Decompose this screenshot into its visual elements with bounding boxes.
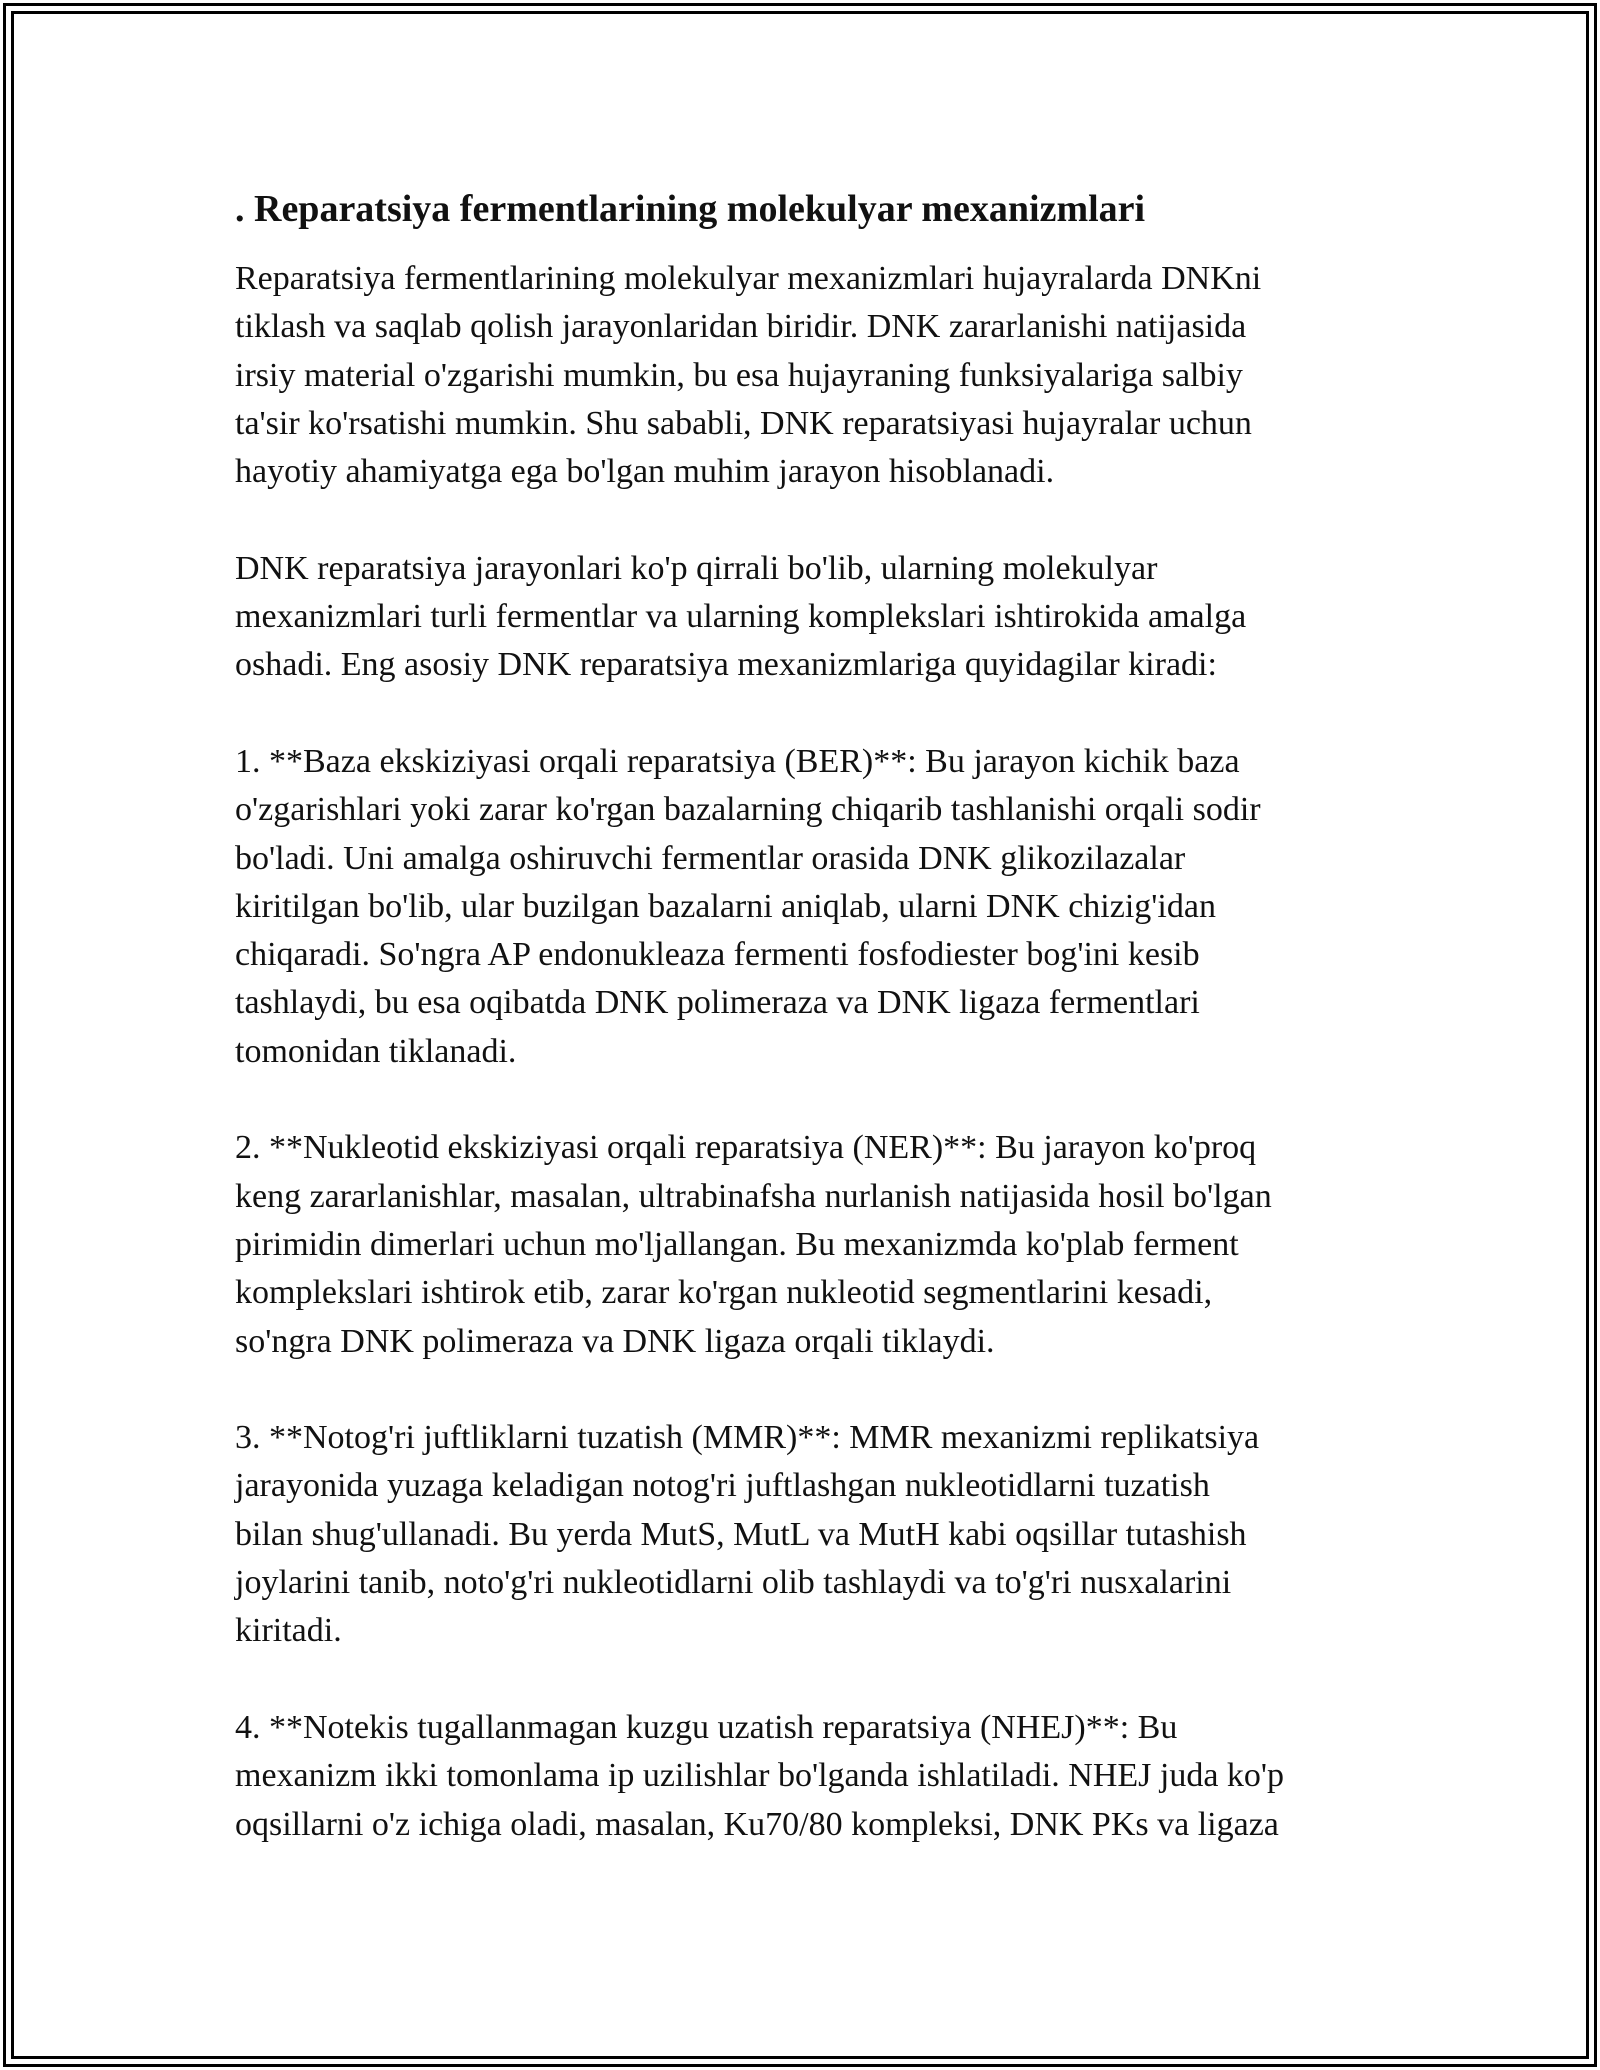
list-item-nhej: 4. **Notekis tugallanmagan kuzgu uzatish reparatsiya (NHEJ)**: Bu mexanizm ikki tomonlama ip uzilishlar bo'lganda ishlatiladi. NHEJ juda ko'p oqsillarni o'z ichiga oladi, masalan, Ku70/80 kompleksi, DNK PKs va ligaza (235, 1708, 1285, 1843)
list-item-ner: 2. **Nukleotid ekskiziyasi orqali reparatsiya (NER)**: Bu jarayon ko'proq keng zararlanishlar, masalan, ultrabinafsha nurlanish natijasida hosil bo'lgan pirimidin dimerlari uchun mo'ljallangan. Bu mexanizmda ko'plab ferment komplekslari ishtirok etib, zarar ko'rgan nukleotid segmentlarini kesadi, so'ngra DNK polimeraza va DNK ligaza orqali tiklaydi. (235, 1129, 1272, 1360)
list-item-mmr: 3. **Notog'ri juftliklarni tuzatish (MMR)**: MMR mexanizmi replikatsiya jarayonida yuzaga keladigan notog'ri juftlashgan nukleotidlarni tuzatish bilan shug'ullanadi. Bu yerda MutS, MutL va MutH kabi oqsillar tutashish joylarini tanib, noto'g'ri nukleotidlarni olib tashlaydi va to'g'ri nusxalarini kiritadi. (235, 1419, 1260, 1650)
paragraph-overview: DNK reparatsiya jarayonlari ko'p qirrali bo'lib, ularning molekulyar mexanizmlari turli fermentlar va ularning komplekslari ishtirokida amalga oshadi. Eng asosiy DNK reparatsiya mexanizmlariga quyidagilar kiradi: (235, 549, 1247, 684)
paragraph-intro: Reparatsiya fermentlarining molekulyar mexanizmlari hujayralarda DNKni tiklash va saqlab qolish jarayonlaridan biridir. DNK zararlanishi natijasida irsiy material o'zgarishi mumkin, bu esa hujayraning funksiyalariga salbiy ta'sir ko'rsatishi mumkin. Shu sababli, DNK reparatsiyasi hujayralar uchun hayotiy ahamiyatga ega bo'lgan muhim jarayon hisoblanadi. (235, 260, 1262, 491)
list-item-ber: 1. **Baza ekskiziyasi orqali reparatsiya (BER)**: Bu jarayon kichik baza o'zgarishlari yoki zarar ko'rgan bazalarning chiqarib tashlanishi orqali sodir bo'ladi. Uni amalga oshiruvchi fermentlar orasida DNK glikozilazalar kiritilgan bo'lib, ular buzilgan bazalarni aniqlab, ularni DNK chizig'idan chiqaradi. So'ngra AP endonukleaza fermenti fosfodiester bog'ini kesib tashlaydi, bu esa oqibatda DNK polimeraza va DNK ligaza fermentlari tomonidan tiklanadi. (235, 742, 1261, 1070)
document-body (235, 185, 1385, 1897)
document-title: . Reparatsiya fermentlarining molekulyar mexanizmlari (235, 188, 1146, 230)
